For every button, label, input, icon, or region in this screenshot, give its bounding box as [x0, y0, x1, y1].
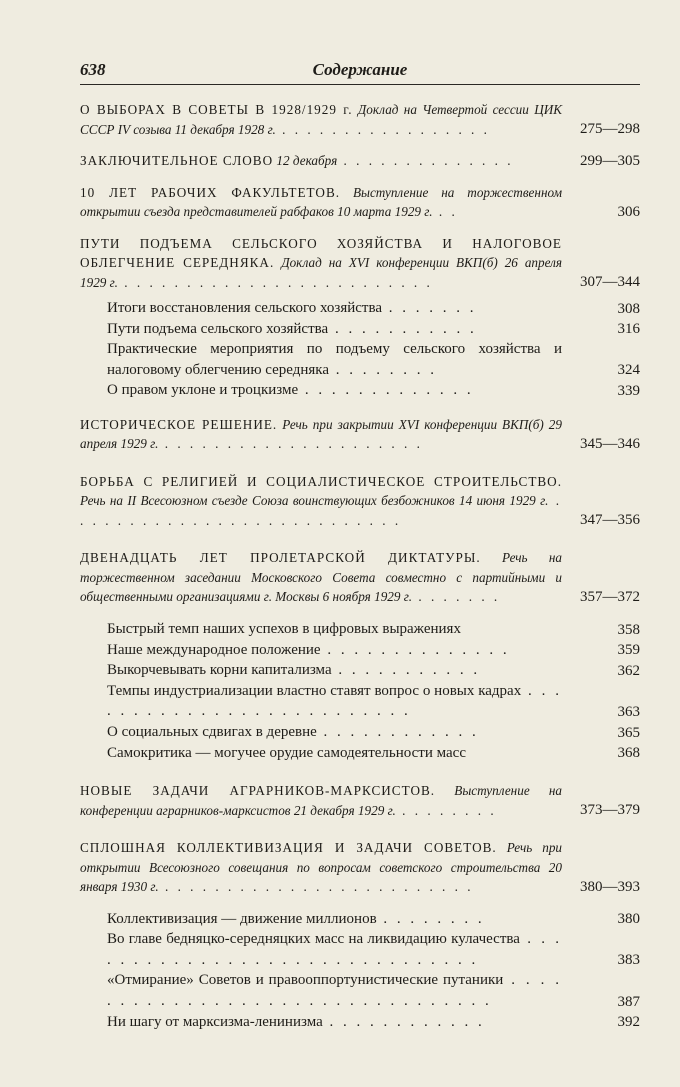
toc-entry-workers-faculties[interactable] — [80, 183, 640, 222]
toc-entry-closing-speech[interactable] — [80, 151, 640, 171]
entry-title: ДВЕНАДЦАТЬ ЛЕТ ПРОЛЕТАРСКОЙ ДИКТАТУРЫ. — [80, 550, 481, 566]
entry-page: 359 — [617, 642, 640, 659]
entry-leader: . . . . . . . . . . . . . . . . . . . . . . . . . . . . . . . — [107, 931, 562, 968]
entry-title: ЗАКЛЮЧИТЕЛЬНОЕ СЛОВО — [80, 153, 274, 168]
page-number: 638 — [80, 60, 106, 79]
toc-subentry[interactable] — [80, 619, 640, 640]
entry-title: ИСТОРИЧЕСКОЕ РЕШЕНИЕ. — [80, 416, 278, 432]
entry-subtitle: Речь на II Всесоюзном съезде Союза воинствующих безбожников 14 июня 1929 г. — [80, 493, 549, 509]
toc-subentry[interactable] — [80, 660, 640, 681]
entry-subtitle: 12 декабря — [276, 153, 338, 168]
entry-page: 380 — [617, 911, 640, 928]
entry-page: 306 — [617, 203, 640, 220]
toc-entry-religion[interactable] — [80, 472, 640, 531]
entry-page: 383 — [617, 952, 640, 969]
entry-leader: . . . . . . . . . . . . . . . . . . . . . . . . . — [158, 879, 474, 895]
entry-leader: . . . . . . . . . . . . . . . . . — [275, 121, 490, 137]
entry-leader: . . . . . . . — [382, 300, 477, 316]
entry-title: БОРЬБА С РЕЛИГИЕЙ И СОЦИАЛИСТИЧЕСКОЕ СТРОИТЕЛЬСТВО. — [80, 473, 562, 489]
entry-subtitle: Речь при открытии Всесоюзного совещания по вопросам советского строительства 20 января 1930 г. — [80, 840, 563, 895]
toc-entry-agriculture[interactable] — [80, 234, 640, 293]
toc-subentry[interactable] — [80, 298, 640, 319]
entry-subtitle: Доклад на XVI конференции ВКП(б) 26 апреля 1929 г. — [80, 255, 563, 290]
entry-title: Выкорчевывать корни капитализма — [107, 662, 332, 679]
entry-title: Пути подъема сельского хозяйства — [107, 320, 329, 337]
entry-page: 339 — [617, 382, 640, 399]
entry-page: 387 — [617, 993, 640, 1010]
entry-page: 358 — [617, 621, 640, 638]
entry-title: 10 ЛЕТ РАБОЧИХ ФАКУЛЬТЕТОВ. — [80, 184, 341, 200]
entry-title: Темпы индустриализации властно ставят вопрос о новых кадрах — [107, 682, 522, 699]
entry-title: Самокритика — могучее орудие самодеятельности масс — [107, 744, 466, 761]
toc-subentry[interactable] — [80, 380, 640, 401]
entry-leader: . . . . . . . . . . . — [331, 662, 481, 679]
toc-entry-historic-decision[interactable] — [80, 415, 640, 454]
entry-leader: . . . . . . . — [412, 589, 501, 605]
entry-leader: . . . . . . . . . . . . . . — [337, 153, 514, 168]
entry-title: Итоги восстановления сельского хозяйства — [107, 300, 383, 316]
entry-page: 347—356 — [580, 512, 640, 529]
entry-leader: . . . . . . . . . . . — [328, 320, 477, 337]
entry-subtitle: Доклад на Четвертой сессии ЦИК СССР IV созыва 11 декабря 1928 г. — [80, 102, 563, 137]
entry-title: СПЛОШНАЯ КОЛЛЕКТИВИЗАЦИЯ И ЗАДАЧИ СОВЕТОВ. — [80, 840, 497, 856]
entry-page: 316 — [617, 321, 640, 338]
toc-subentry[interactable] — [80, 929, 640, 970]
entry-subtitle: Речь при закрытии XVI конференции ВКП(б) 29 апреля 1929 г. — [80, 416, 562, 452]
running-header — [80, 58, 640, 85]
entry-page: 362 — [617, 662, 640, 679]
entry-page: 299—305 — [580, 152, 640, 169]
toc-subentry[interactable] — [80, 681, 640, 722]
toc-subentry[interactable] — [80, 909, 640, 930]
entry-page: 392 — [617, 1014, 640, 1031]
toc-subentry[interactable] — [80, 722, 640, 743]
entry-leader: . . — [432, 204, 458, 219]
entry-title: Быстрый темп наших успехов в цифровых выражениях — [107, 620, 461, 637]
entry-page: 365 — [617, 724, 640, 741]
entry-leader: . . . . . . . . . . . . — [316, 723, 479, 740]
entry-subtitle: Выступление на торжественном открытии съезда представителей рабфаков 10 марта 1929 г. — [80, 184, 562, 219]
toc-subentry[interactable] — [80, 319, 640, 340]
toc-entry-collectivization[interactable] — [80, 838, 640, 897]
entry-page: 373—379 — [580, 802, 640, 819]
entry-leader: . . . . . . . . . . . . . . . . . . . . . . . . . . . . . . . . . — [107, 972, 563, 1009]
entry-page: 368 — [617, 745, 640, 762]
toc-subentry[interactable] — [80, 1012, 640, 1033]
toc-entry-agrarian-marxists[interactable] — [80, 781, 640, 820]
entry-leader: . . . . . . . . . . . . . . . . . . . . . . . . . . — [107, 682, 562, 720]
entry-title: НОВЫЕ ЗАДАЧИ АГРАРНИКОВ-МАРКСИСТОВ. — [80, 783, 436, 799]
entry-title: Коллективизация — движение миллионов — [107, 910, 377, 927]
entry-subtitle: Выступление на конференции аграрников-марксистов 21 декабря 1929 г. — [80, 783, 562, 818]
entry-page: 275—298 — [580, 121, 640, 137]
entry-page: 307—344 — [580, 274, 640, 290]
entry-leader: . . . . . . . . — [395, 802, 497, 818]
entry-leader: . . . . . . . . . . . . . . . . . . . . . . . . . . . — [80, 493, 562, 528]
page-title: Содержание — [312, 60, 408, 79]
entry-title: Во главе бедняцко-середняцких масс на ликвидацию кулачества — [107, 931, 520, 948]
entry-page: 308 — [617, 300, 640, 317]
entry-title: О социальных сдвигах в деревне — [107, 723, 317, 740]
toc-subentry[interactable] — [80, 339, 640, 380]
toc-subentry[interactable] — [80, 743, 640, 764]
entry-leader: . . . . . . . . . . . . . . — [320, 641, 510, 658]
entry-page: 345—346 — [580, 435, 640, 452]
entry-leader: . . . . . . . . — [329, 361, 438, 378]
entry-page: 363 — [617, 703, 640, 720]
entry-leader: . . . . . . . . . . . . — [322, 1013, 485, 1030]
entry-title: Практические мероприятия по подъему сельского хозяйства и налоговому облегчению середняка — [107, 341, 562, 378]
entry-page: 380—393 — [580, 878, 640, 895]
entry-leader: . . . . . . . . . . . . . . . . . . . . . . . . . — [117, 274, 433, 290]
entry-title: ПУТИ ПОДЪЕМА СЕЛЬСКОГО ХОЗЯЙСТВА И НАЛОГОВОЕ ОБЛЕГЧЕНИЕ СЕРЕДНЯКА. — [80, 235, 562, 270]
table-of-contents — [80, 100, 640, 1032]
entry-leader: . . . . . . . . . . . . . . . . . . . . . — [158, 436, 423, 452]
entry-page: 357—372 — [580, 588, 640, 605]
entry-leader: . . . . . . . . — [376, 910, 485, 927]
entry-leader: . . . . . . . . . . . . . — [298, 382, 474, 399]
toc-subentry[interactable] — [80, 640, 640, 661]
toc-subentry[interactable] — [80, 970, 640, 1011]
entry-title: Наше международное положение — [107, 641, 321, 658]
toc-entry-twelve-years[interactable] — [80, 548, 640, 607]
entry-title: О правом уклоне и троцкизме — [107, 382, 299, 399]
toc-entry-elections[interactable] — [80, 100, 640, 139]
entry-title: О ВЫБОРАХ В СОВЕТЫ В 1928/1929 г. — [80, 102, 353, 117]
entry-page: 324 — [617, 362, 640, 379]
entry-subtitle: Речь на торжественном заседании Московского Совета совместно с партийными и общественными организациями г. Москвы 6 ноября 1929 г. — [80, 550, 562, 605]
entry-title: Ни шагу от марксизма-ленинизма — [107, 1013, 323, 1030]
entry-title: «Отмирание» Советов и правооппортунистические путаники — [107, 972, 504, 989]
